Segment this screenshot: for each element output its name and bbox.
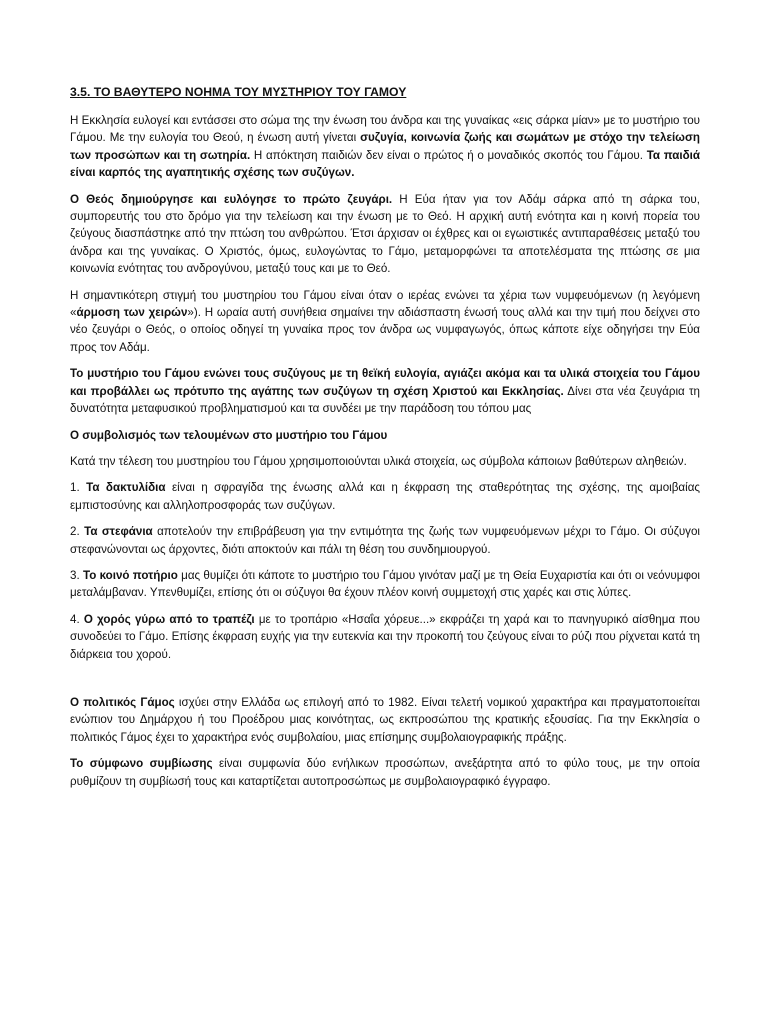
item-bold: Ο χορός γύρω από το τραπέζι — [83, 612, 255, 626]
paragraph-joining-hands — [70, 287, 700, 357]
list-item-crowns — [70, 523, 700, 558]
item-bold: Τα δακτυλίδια — [86, 481, 166, 495]
item-number: 4. — [70, 612, 80, 626]
bold-run: Το μυστήριο του Γάμου ενώνει τους συζύγους με τη θεϊκή ευλογία, αγιάζει ακόμα και τα υλικά στοιχεία του Γάμου και προβάλλει ως πρότυπο της αγάπης των συζύγων τη σχέση Χριστού και Εκκλησίας. — [70, 367, 700, 398]
text-run: Η σημαντικότερη στιγμή του μυστηρίου του Γάμου είναι όταν ο ιερέας ενώνει τα χέρια των νυμφευόμενων (η λεγόμενη « — [70, 288, 700, 320]
item-text: με το τροπάριο «Ησαΐα χόρευε...» εκφράζει τη χαρά και το πανηγυρικό αίσθημα που συνοδεύει το Γάμο. Επίσης έκφραση ευχής για την ευτεκνία και την προκοπή του ζεύγους είναι το ρύζι που ρίχνεται κατά τη διάρκεια του χορού. — [70, 612, 700, 661]
bold-run: Το σύμφωνο συμβίωσης — [70, 757, 213, 771]
bold-run: άρμοση των χειρών — [76, 306, 188, 320]
list-item-common-cup — [70, 567, 700, 602]
item-bold: Το κοινό ποτήριο — [82, 568, 178, 582]
bold-run: Τα παιδιά είναι καρπός της αγαπητικής σχέσης των συζύγων. — [70, 148, 700, 180]
item-text: είναι η σφραγίδα της ένωσης αλλά και η έκφραση της σταθερότητας της σχέσης, της αμοιβαίας εμπιστοσύνης και αλληλοπροσφοράς των συζύγων. — [70, 481, 700, 512]
item-number: 2. — [70, 525, 80, 539]
item-number: 3. — [70, 568, 80, 582]
list-item-dance — [70, 611, 700, 663]
bold-run: Ο Θεός δημιούργησε και ευλόγησε το πρώτο ζευγάρι. — [70, 192, 393, 206]
list-item-rings — [70, 479, 700, 514]
item-text: αποτελούν την επιβράβευση για την εντιμότητα της ζωής των νυμφευόμενων μέχρι το Γάμο. Οι σύζυγοι στεφανώνονται ως άρχοντες, διότι αποκτούν και πάλι τη θέση του συνδημιουργού. — [70, 525, 700, 556]
text-run: »). Η ωραία αυτή συνήθεια σημαίνει την αδιάσπαστη ένωσή τους αλλά και την τιμή που δείχνει στο νέο ζευγάρι ο Θεός, ο οποίος οδηγεί τη γυναίκα προς τον άνδρα ως νυμφαγωγός, όπως κάποτε είχε οδηγήσει την Εύα προς τον Αδάμ. — [70, 306, 700, 354]
symbolism-subheading: Ο συμβολισμός των τελουμένων στο μυστήριο του Γάμου — [70, 428, 388, 442]
paragraph-sacrament — [70, 365, 700, 417]
text-run: Η Εύα ήταν για τον Αδάμ σάρκα από τη σάρκα του, συμπορευτής του στο δρόμο για την τελείωση και την ένωση με το Θεό. Η αρχική αυτή ενότητα και η κοινή πορεία του ζεύγους διασπάστηκε από την πτώση του ανθρώπου. Έτσι άρχισαν οι έχθρες και οι εγωιστικές αντιπαραθέσεις μεταξύ του άνδρα και της γυναίκας. Ο Χριστός, όμως, ευλογώντας το Γάμο, μεταμορφώνει τα αποτελέσματα της πτώσης σε μια κοινωνία ενότητας του ανδρογύνου, μεταξύ τους και με το Θεό. — [70, 192, 700, 276]
item-bold: Τα στεφάνια — [84, 525, 153, 539]
item-text: μας θυμίζει ότι κάποτε το μυστήριο του Γάμου γινόταν μαζί με τη Θεία Ευχαριστία και ότι οι νεόνυμφοι μεταλάμβαναν. Υπενθυμίζει, επίσης ότι οι σύζυγοι θα έχουν πλέον κοινή συμμετοχή στις χαρές και στις λύπες. — [70, 568, 700, 600]
text-run: Η απόκτηση παιδιών δεν είναι ο πρώτος ή ο μοναδικός σκοπός του Γάμου. — [250, 148, 647, 162]
paragraph-cohabitation — [70, 755, 700, 790]
section-heading: 3.5. ΤΟ ΒΑΘΥΤΕΡΟ ΝΟΗΜΑ ΤΟΥ ΜΥΣΤΗΡΙΟΥ ΤΟΥ ΓΑΜΟΥ — [70, 85, 407, 99]
item-number: 1. — [70, 481, 80, 495]
text-run: είναι συμφωνία δύο ενήλικων προσώπων, ανεξάρτητα από το φύλο τους, με την οποία ρυθμίζουν τη συμβίωσή τους και καταρτίζεται αυτοπροσώπως με συμβολαιογραφικό έγγραφο. — [70, 757, 700, 788]
paragraph-symbols-intro: Κατά την τέλεση του μυστηρίου του Γάμου χρησιμοποιούνται υλικά στοιχεία, ως σύμβολα κάποιων βαθύτερων αληθειών. — [70, 454, 687, 468]
paragraph-civil-marriage — [70, 694, 700, 746]
text-run: ισχύει στην Ελλάδα ως επιλογή από το 1982. Είναι τελετή νομικού χαρακτήρα και πραγματοποιείται ενώπιον του Δημάρχου ή του Προέδρου μιας κοινότητας, ως εκπροσώπου της κρατικής εξουσίας. Για την Εκκλησία ο πολιτικός Γάμος έχει το χαρακτήρα ενός συμβολαίου, μιας επίσημης συμβολαιογραφικής πράξης. — [70, 695, 700, 744]
bold-run: συζυγία, κοινωνία ζωής και σωμάτων με στόχο την τελείωση των προσώπων και τη σωτηρία. — [70, 131, 700, 162]
paragraph-intro — [70, 112, 700, 182]
text-run: Δίνει στα νέα ζευγάρια τη δυνατότητα μεταφυσικού προβληματισμού και τα συνδέει με την παράδοση του τόπου μας — [70, 384, 700, 416]
text-run: Η Εκκλησία ευλογεί και εντάσσει στο σώμα της την ένωση του άνδρα και της γυναίκας «εις σάρκα μίαν» με το μυστήριο του Γάμου. Με την ευλογία του Θεού, η ένωση αυτή γίνεται — [70, 114, 700, 145]
paragraph-creation — [70, 191, 700, 278]
bold-run: Ο πολιτικός Γάμος — [70, 695, 175, 709]
